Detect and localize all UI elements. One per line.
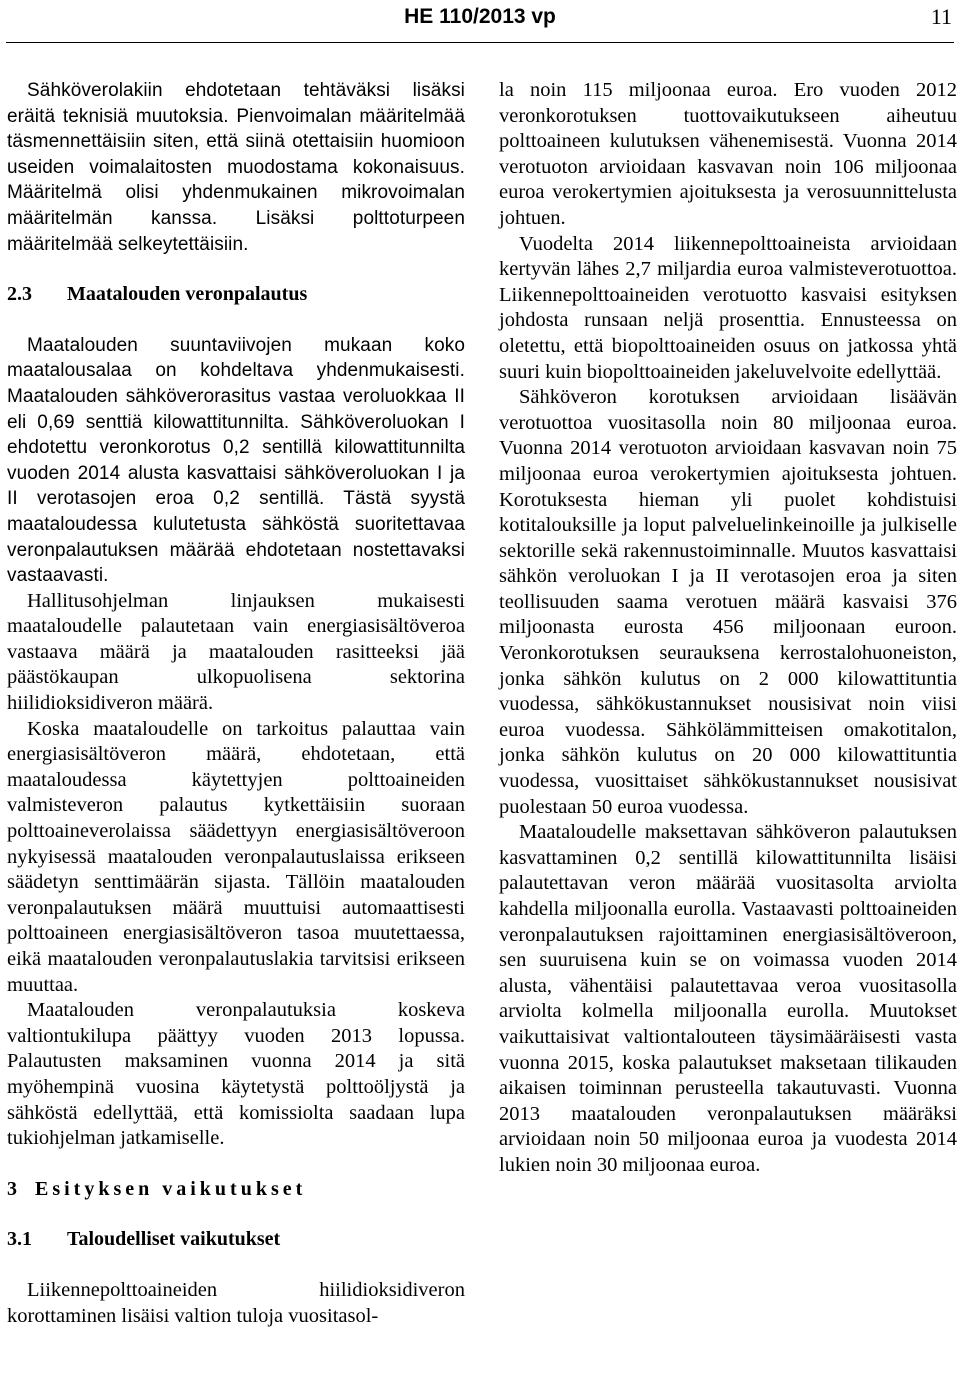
left-column bbox=[7, 78, 465, 1329]
paragraph-agriculture-refund-effects: Maataloudelle maksettavan sähköveron palautuksen kasvattaminen 0,2 sentillä kilowattitunnilta lisäisi palautettavan veron määrää vuositasolta arviolta kahdella miljoonalla eurolla. Vastaavasti polttoaineiden veronpalautuksen rajoittaminen energiasisältöveroon, sen suuruisena kuin se on voimassa vuoden 2014 alusta, vähentäisi palautettavaa veroa vuositasolla arviolta kolmella miljoonalla eurolla. Muutokset vaikuttaisivat valtiontalouteen täysimääräisesti vasta vuonna 2015, koska palautukset maksetaan tilikauden aikaisen toiminnan perusteella takautuvasti. Vuonna 2013 maatalouden veronpalautuksen määräksi arvioidaan noin 50 miljoonaa euroa ja vuodesta 2014 lukien noin 30 miljoonaa euroa. bbox=[499, 821, 957, 1176]
section-title: Taloudelliset vaikutukset bbox=[67, 1228, 281, 1251]
paragraph-traffic-fuel-revenue: Vuodelta 2014 liikennepolttoaineista arvioidaan kertyvän lähes 2,7 miljardia euroa valmisteverotuottoa. Liikennepolttoaineiden verotuotto kasvaisi esityksen johdosta runsaan neljä prosenttia. Ennusteessa on oletettu, että biopolttoaineiden osuus on jatkossa yhtä suuri kuin biopolttoaineiden jakeluvelvoite edellyttää. bbox=[499, 232, 957, 383]
paragraph-fuel-co2-tax: Liikennepolttoaineiden hiilidioksidiveron korottaminen lisäisi valtion tuloja vuositasol- bbox=[7, 1278, 465, 1327]
page-number: 11 bbox=[930, 4, 952, 29]
section-heading-3-1 bbox=[7, 1227, 465, 1253]
section-title: Esityksen vaikutukset bbox=[35, 1177, 307, 1200]
paragraph-government-programme: Hallitusohjelman linjauksen mukaisesti maataloudelle palautetaan vain energiasisältöveroa vastaava määrä ja maatalouden rasitteeksi jää päästökaupan ulkopuolisena sektorina hiilidioksidiveron määrä. bbox=[7, 589, 465, 715]
section-number: 3 bbox=[7, 1177, 17, 1200]
paragraph-tax-revenue-continued: la noin 115 miljoonaa euroa. Ero vuoden 2012 veronkorotuksen tuottovaikutukseen aiheutuu polttoaineen kulutuksen vähenemisestä. Vuonna 2014 verotuoton arvioidaan kasvavan noin 106 miljoonaa euroa verokertymien ajoituksesta ja verosuunnittelusta johtuen. bbox=[499, 79, 957, 229]
paragraph-electricity-tax-increase: Sähköveron korotuksen arvioidaan lisäävän verotuottoa vuositasolla noin 80 miljoonaa euroa. Vuonna 2014 verotuoton arvioidaan kasvavan noin 75 miljoonaa euroa verokertymien ajoituksesta johtuen. Korotuksesta hieman yli puolet kohdistuisi kotitalouksille ja loput palveluelinkeinoille ja julkiselle sektorille sekä rakennustoiminnalle. Muutos kasvattaisi sähkön veroluokan I ja II verotasojen eroa ja siten teollisuuden saama verotuen määrä kasvaisi 376 miljoonasta eurosta 456 miljoonaan euroon. Veronkorotuksen seurauksena kerrostalohuoneiston, jonka sähkön kulutus on 2 000 kilowattituntia vuodessa, sähkökustannukset nousisivat noin viisi euroa vuodessa. Sähkölämmitteisen omakotitalon, jonka sähkön kulutus on 20 000 kilowattituntia vuodessa, vuosittaiset sähkökustannukset nousisivat puolestaan 50 euroa vuodessa. bbox=[499, 386, 957, 818]
header-divider bbox=[6, 42, 954, 43]
paragraph-state-aid-permit: Maatalouden veronpalautuksia koskeva valtiontukilupa päättyy vuoden 2013 lopussa. Palautusten maksaminen vuonna 2014 ja sitä myöhempinä vuosina käytetystä polttoöljystä ja sähköstä edellyttää, että komissiolta saadaan lupa tukiohjelman jatkamiselle. bbox=[7, 999, 465, 1150]
right-column bbox=[499, 78, 957, 1179]
section-number: 2.3 bbox=[7, 283, 32, 306]
paragraph-agriculture-guidelines: Maatalouden suuntaviivojen mukaan koko maatalousalaa on kohdeltava yhdenmukaisesti. Maatalouden sähköverorasitus vastaa veroluokkaa II eli 0,69 senttiä kilowattitunnilta. Sähköveroluokan I ehdotettu veronkorotus 0,2 sentillä kilowattitunnilta vuoden 2014 alusta kasvattaisi sähköveroluokan I ja II verotasojen eroa 0,2 sentillä. Tästä syystä maataloudessa kulutetusta sähköstä suoritettavaa veronpalautuksen määrää ehdotetaan nostettavaksi vastaavasti. bbox=[7, 334, 465, 587]
paragraph-energy-content-tax: Koska maataloudelle on tarkoitus palauttaa vain energiasisältöveron määrä, ehdotetaan, että maataloudessa käytettyjen polttoaineiden valmisteveron palautus kytkettäisiin suoraan polttoaineverolaissa säädettyyn energiasisältöveroon nykyisessä maatalouden veronpalautuslaissa erikseen säädetyn senttimäärän sijasta. Tällöin maatalouden veronpalautuksen määrä muuttuisi automaattisesti polttoaineen energiasisältöveron tasoa muutettaessa, eikä maatalouden veronpalautuslakia tarvitsisi erikseen muuttaa. bbox=[7, 717, 465, 996]
section-heading-2-3 bbox=[7, 282, 465, 308]
section-title: Maatalouden veronpalautus bbox=[67, 283, 308, 306]
section-heading-3 bbox=[7, 1177, 465, 1203]
paragraph-technical-changes: Sähköverolakiin ehdotetaan tehtäväksi lisäksi eräitä teknisiä muutoksia. Pienvoimalan määritelmää täsmennettäisiin siten, että siinä otettaisiin huomioon useiden voimalaitosten muodostama kokonaisuus. Määritelmä olisi yhdenmukainen mikrovoimalan määritelmän kanssa. Lisäksi polttoturpeen määritelmää selkeytettäisiin. bbox=[7, 80, 465, 255]
section-number: 3.1 bbox=[7, 1228, 32, 1251]
document-id-header: HE 110/2013 vp bbox=[404, 5, 556, 28]
